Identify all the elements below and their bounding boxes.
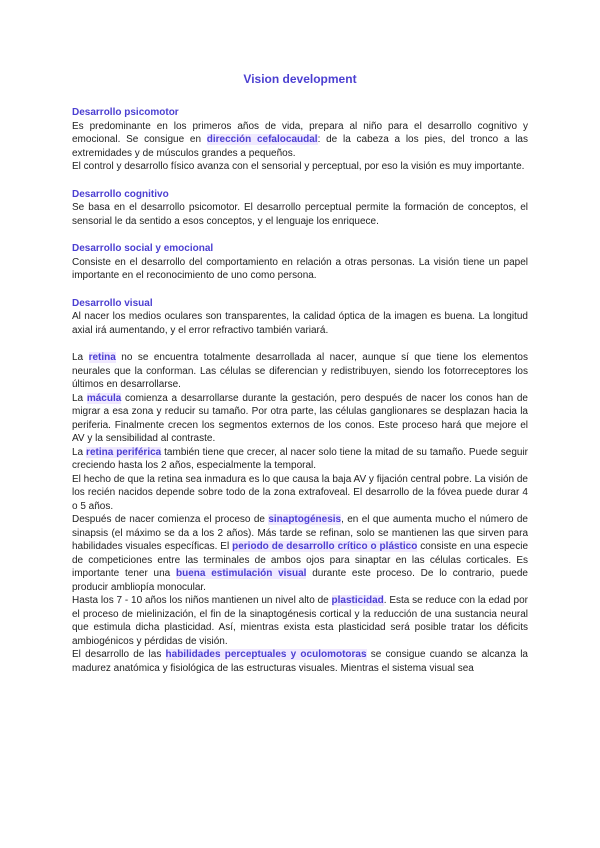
highlighted-term: buena estimulación visual (176, 568, 307, 579)
paragraph (72, 473, 528, 514)
text-run: no se encuentra totalmente desarrollada al nacer, aunque sí que tiene los elementos neurales que la conforman. Las células se diferencian y redistribuyen, siendo los fotorreceptores los últimos en desarrollarse. (72, 352, 528, 390)
text-run: Es predominante en los primeros años de vida, prepara al niño para el desarrollo cognitivo y emocional. Se consigue en (72, 120, 528, 145)
text-run: comienza a desarrollarse durante la gestación, pero después de nacer los conos han de migrar a esa zona y reducir su tamaño. Por otra parte, las células ganglionares se desplazan hacia la periferia. Finalmente crecen los segmentos externos de los conos. Este proceso hará que mejore el AV y la sensibilidad al contraste. (72, 392, 528, 444)
highlighted-term: sinaptogénesis (268, 514, 342, 525)
text-run: , en el que aumenta mucho el número de sinapsis (el máximo se da a los 2 años). Más tarde se refinan, solo se mantienen las que sirven para habilidades visuales específicas. El (72, 514, 528, 552)
text-run: consiste en una especie de competiciones entre las terminales de ambos ojos para sinaptar en las células corticales. Es importante tener una (72, 541, 529, 579)
text-run: La (72, 392, 87, 404)
paragraph (72, 446, 528, 473)
highlighted-term: plasticidad (331, 595, 384, 606)
text-run: El desarrollo de las (72, 649, 166, 660)
section-heading: Desarrollo cognitivo (72, 188, 169, 200)
sections-container (72, 106, 528, 337)
body-paragraphs (72, 351, 528, 675)
text-run: Consiste en el desarrollo del comportamiento en relación a otras personas. La visión tiene un papel importante en el reconocimiento de uno como persona. (72, 256, 528, 281)
paragraph (72, 120, 528, 161)
text-run: : de la cabeza a los pies, del tronco a las extremidades y de músculos grandes a pequeños. (72, 134, 528, 159)
paragraph (72, 160, 528, 174)
highlighted-term: retina periférica (86, 446, 162, 458)
text-run: . Esta se reduce con la edad por el proceso de mielinización, el fin de la sinaptogénesis cortical y la reducción de una sustancia neural que estimula dicha plasticidad. Así, mientras exista esta plasticidad será posible tratar los déficits ambiogénicos y pérdidas de visión. (72, 595, 528, 647)
paragraph (72, 594, 528, 648)
paragraph (72, 513, 528, 594)
text-run: Hasta los 7 - 10 años los niños mantienen un nivel alto de (72, 595, 332, 606)
paragraph (72, 201, 528, 228)
text-run: El control y desarrollo físico avanza con el sensorial y perceptual, por eso la visión es muy importante. (72, 161, 525, 172)
text-run: La (72, 446, 87, 458)
highlighted-term: retina (88, 352, 116, 363)
text-run: Después de nacer comienza el proceso de (72, 514, 269, 525)
section (72, 188, 528, 229)
paragraph (72, 310, 528, 337)
text-run: se consigue cuando se alcanza la madurez anatómica y fisiológica de las estructuras visuales. Mientras el sistema visual sea (72, 649, 528, 674)
paragraph (72, 648, 528, 675)
text-run: Se basa en el desarrollo psicomotor. El desarrollo perceptual permite la formación de conceptos, el sensorial le da sentido a esos conceptos, y el lenguaje los enriquece. (72, 202, 528, 227)
paragraph (72, 351, 528, 392)
document-title: Vision development (243, 72, 357, 86)
highlighted-term: mácula (86, 392, 122, 404)
text-run: Al nacer los medios oculares son transparentes, la calidad óptica de la imagen es buena. La longitud axial irá aumentando, y el error refractivo también variará. (72, 311, 528, 336)
text-run: El hecho de que la retina sea inmadura es lo que causa la baja AV y fijación central pobre. La visión de los recién nacidos depende sobre todo de la zona extrafoveal. El desarrollo de la fóvea puede durar 4 o 5 años. (72, 473, 528, 512)
text-run: también tiene que crecer, al nacer solo tiene la mitad de su tamaño. Puede seguir creciendo hasta los 2 años, especialmente la temporal. (72, 446, 528, 471)
section (72, 106, 528, 174)
section (72, 297, 528, 338)
highlighted-term: periodo de desarrollo crítico o plástico (232, 541, 418, 552)
highlighted-term: habilidades perceptuales y oculomotoras (165, 649, 367, 660)
section-heading: Desarrollo social y emocional (72, 243, 214, 254)
section-heading: Desarrollo psicomotor (72, 107, 179, 118)
highlighted-term: dirección cefalocaudal (206, 134, 318, 145)
paragraph (72, 256, 528, 283)
paragraph (72, 392, 528, 446)
section-heading: Desarrollo visual (72, 297, 153, 309)
section (72, 242, 528, 283)
text-run: durante este proceso. De lo contrario, puede producir ambliopía monocular. (72, 568, 528, 593)
text-run: La (72, 352, 89, 363)
